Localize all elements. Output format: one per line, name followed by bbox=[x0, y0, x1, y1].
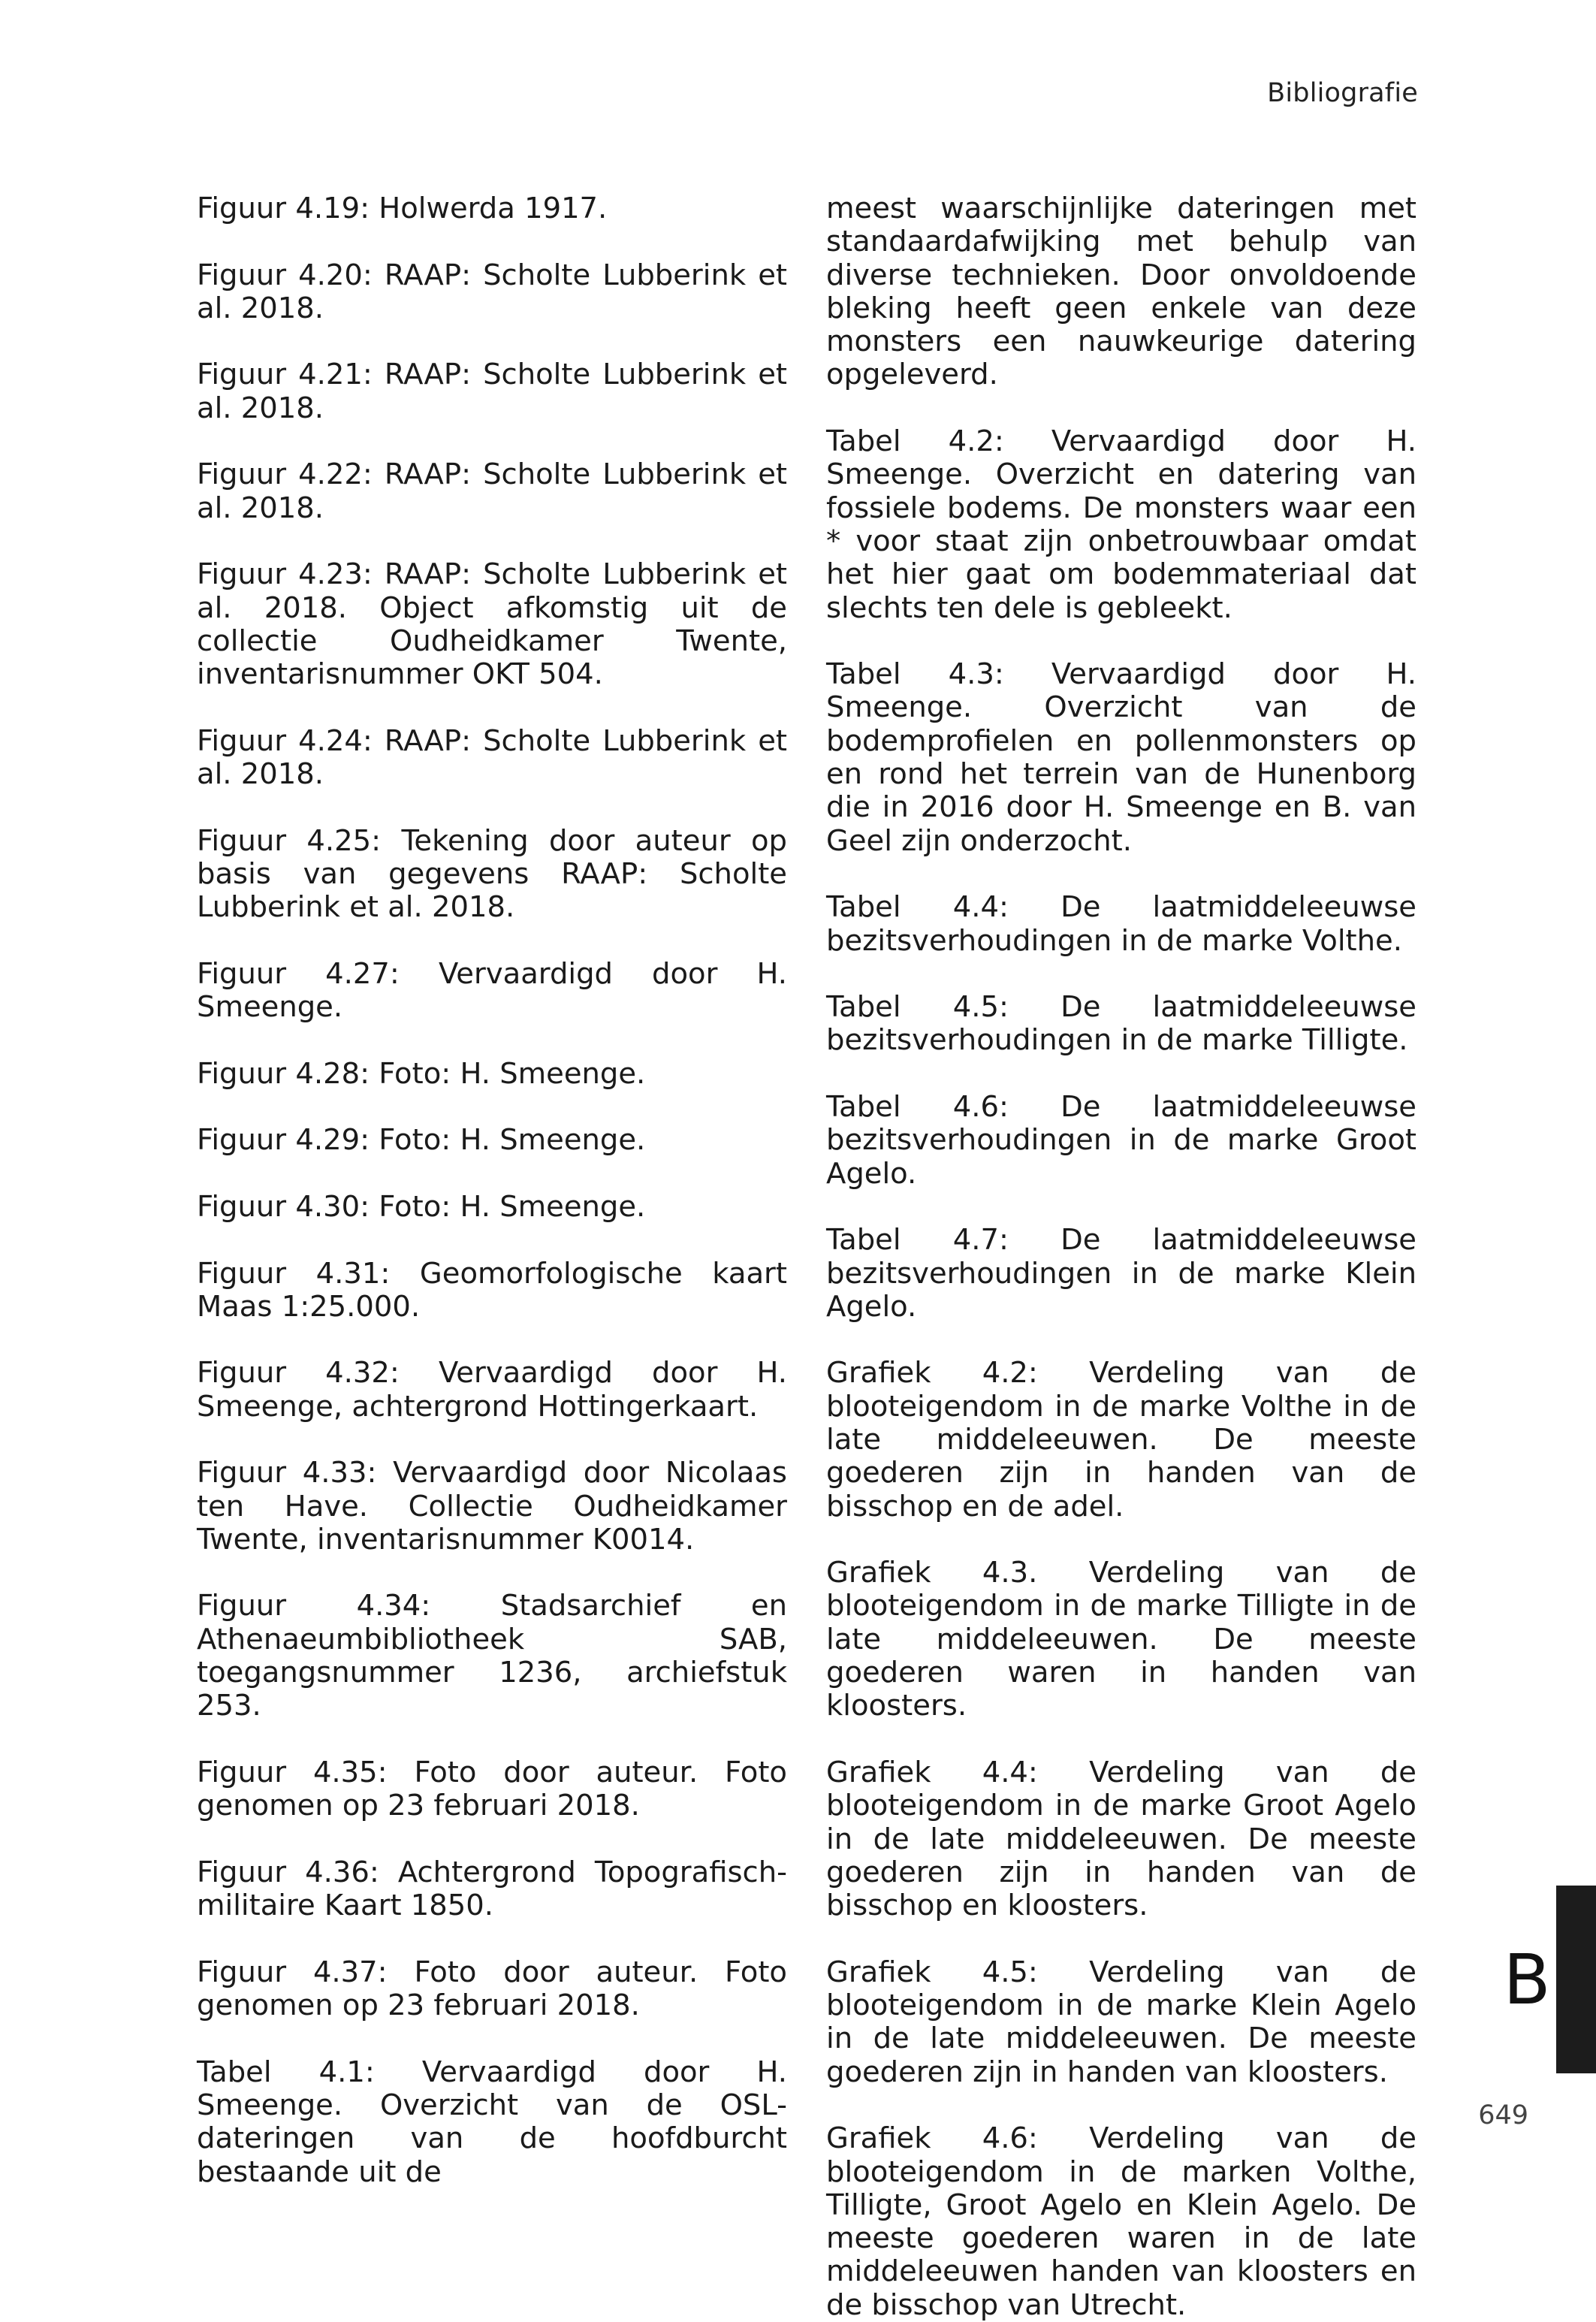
caption-entry: Figuur 4.23: RAAP: Scholte Lubberink et al. 2018. Object afkomstig uit de collectie Oudheidkamer Twente, inventarisnummer OKT 504. bbox=[197, 557, 787, 692]
caption-entry: Grafiek 4.6: Verdeling van de blooteigendom in de marken Volthe, Tilligte, Groot Agelo en Klein Agelo. De meeste goederen waren in de late middeleeuwen handen van kloosters en de bisschop van Utrecht. bbox=[826, 2121, 1416, 2322]
section-tab-bar bbox=[1556, 1886, 1596, 2073]
caption-entry: Figuur 4.37: Foto door auteur. Foto genomen op 23 februari 2018. bbox=[197, 1955, 787, 2023]
caption-entry: Tabel 4.4: De laatmiddeleeuwse bezitsverhoudingen in de marke Volthe. bbox=[826, 890, 1416, 958]
caption-entry: Grafiek 4.2: Verdeling van de blooteigendom in de marke Volthe in de late middeleeuwen. De meeste goederen zijn in handen van de bisschop en de adel. bbox=[826, 1356, 1416, 1523]
caption-entry: Figuur 4.27: Vervaardigd door H. Smeenge. bbox=[197, 956, 787, 1025]
caption-entry: Tabel 4.1: Vervaardigd door H. Smeenge. Overzicht van de OSL-dateringen van de hoofdburcht bestaande uit de bbox=[197, 2055, 787, 2189]
caption-entry: Figuur 4.33: Vervaardigd door Nicolaas ten Have. Collectie Oudheidkamer Twente, inventarisnummer K0014. bbox=[197, 1456, 787, 1557]
caption-entry: Grafiek 4.4: Verdeling van de blooteigendom in de marke Groot Agelo in de late middeleeuwen. De meeste goederen zijn in handen van de bisschop en kloosters. bbox=[826, 1755, 1416, 1923]
caption-entry: Figuur 4.31: Geomorfologische kaart Maas 1:25.000. bbox=[197, 1256, 787, 1324]
caption-entry: Figuur 4.28: Foto: H. Smeenge. bbox=[197, 1056, 646, 1091]
caption-entry: Tabel 4.3: Vervaardigd door H. Smeenge. Overzicht van de bodemprofielen en pollenmonsters op en rond het terrein van de Hunenborg die in 2016 door H. Smeenge en B. van Geel zijn onderzocht. bbox=[826, 657, 1416, 858]
right-column bbox=[826, 192, 1416, 2322]
caption-entry: Figuur 4.34: Stadsarchief en Athenaeumbibliotheek SAB, toegangsnummer 1236, archiefstuk 253. bbox=[197, 1589, 787, 1723]
caption-entry: Figuur 4.25: Tekening door auteur op basis van gegevens RAAP: Scholte Lubberink et al. 2018. bbox=[197, 823, 787, 925]
caption-entry: Figuur 4.35: Foto door auteur. Foto genomen op 23 februari 2018. bbox=[197, 1755, 787, 1823]
caption-entry: Figuur 4.19: Holwerda 1917. bbox=[197, 192, 608, 225]
page-number: 649 bbox=[1478, 2100, 1528, 2130]
caption-entry: Tabel 4.6: De laatmiddeleeuwse bezitsverhoudingen in de marke Groot Agelo. bbox=[826, 1090, 1416, 1191]
caption-entry: Figuur 4.29: Foto: H. Smeenge. bbox=[197, 1123, 646, 1158]
section-letter: B bbox=[1503, 1940, 1551, 2020]
caption-entry: Figuur 4.32: Vervaardigd door H. Smeenge, achtergrond Hottingerkaart. bbox=[197, 1356, 787, 1424]
caption-entry: Grafiek 4.3. Verdeling van de blooteigendom in de marke Tilligte in de late middeleeuwen. De meeste goederen waren in handen van kloosters. bbox=[826, 1556, 1416, 1723]
left-column bbox=[197, 192, 787, 2189]
running-header: Bibliografie bbox=[1267, 78, 1418, 108]
caption-entry: Figuur 4.21: RAAP: Scholte Lubberink et al. 2018. bbox=[197, 358, 787, 425]
caption-entry: Tabel 4.5: De laatmiddeleeuwse bezitsverhoudingen in de marke Tilligte. bbox=[826, 990, 1416, 1058]
caption-entry: Figuur 4.30: Foto: H. Smeenge. bbox=[197, 1189, 646, 1224]
caption-entry: Tabel 4.7: De laatmiddeleeuwse bezitsverhoudingen in de marke Klein Agelo. bbox=[826, 1223, 1416, 1324]
caption-entry: Figuur 4.20: RAAP: Scholte Lubberink et al. 2018. bbox=[197, 258, 787, 325]
caption-entry: Figuur 4.22: RAAP: Scholte Lubberink et al. 2018. bbox=[197, 457, 787, 525]
caption-entry: Figuur 4.36: Achtergrond Topografisch-militaire Kaart 1850. bbox=[197, 1855, 787, 1923]
caption-entry: Tabel 4.2: Vervaardigd door H. Smeenge. Overzicht en datering van fossiele bodems. De monsters waar een * voor staat zijn onbetrouwbaar omdat het hier gaat om bodemmateriaal dat slechts ten dele is gebleekt. bbox=[826, 424, 1416, 625]
caption-entry: Grafiek 4.5: Verdeling van de blooteigendom in de marke Klein Agelo in de late middeleeuwen. De meeste goederen zijn in handen van kloosters. bbox=[826, 1955, 1416, 2089]
caption-entry: Figuur 4.24: RAAP: Scholte Lubberink et al. 2018. bbox=[197, 723, 787, 792]
caption-entry: meest waarschijnlijke dateringen met standaardafwijking met behulp van diverse technieken. Door onvoldoende bleking heeft geen enkele van deze monsters een nauwkeurige datering opgeleverd. bbox=[826, 192, 1416, 392]
